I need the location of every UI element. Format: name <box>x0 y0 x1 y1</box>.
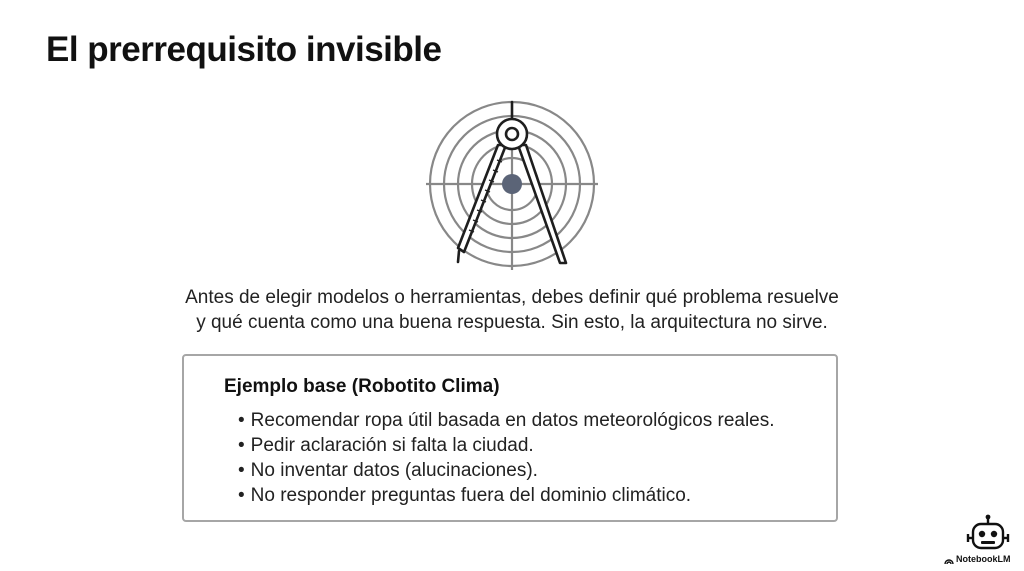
example-list <box>238 408 775 508</box>
example-title: Ejemplo base (Robotito Clima) <box>224 376 500 397</box>
compass-target-icon <box>426 98 598 270</box>
list-item: • Pedir aclaración si falta la ciudad. <box>238 433 775 458</box>
slide-title: El prerrequisito invisible <box>46 30 442 69</box>
example-card <box>182 354 838 522</box>
notebooklm-logo-icon <box>944 555 954 565</box>
intro-line: Antes de elegir modelos o herramientas, debes definir qué problema resuelve <box>185 287 839 308</box>
intro-text <box>150 285 874 335</box>
robot-icon <box>966 514 1010 554</box>
intro-line: y qué cuenta como una buena respuesta. Sin esto, la arquitectura no sirve. <box>196 312 828 333</box>
list-item: • Recomendar ropa útil basada en datos meteorológicos reales. <box>238 408 775 433</box>
notebooklm-branding <box>942 514 1018 568</box>
list-item: • No responder preguntas fuera del dominio climático. <box>238 483 775 508</box>
brand-label: NotebookLM <box>956 554 1011 564</box>
list-item: • No inventar datos (alucinaciones). <box>238 458 775 483</box>
